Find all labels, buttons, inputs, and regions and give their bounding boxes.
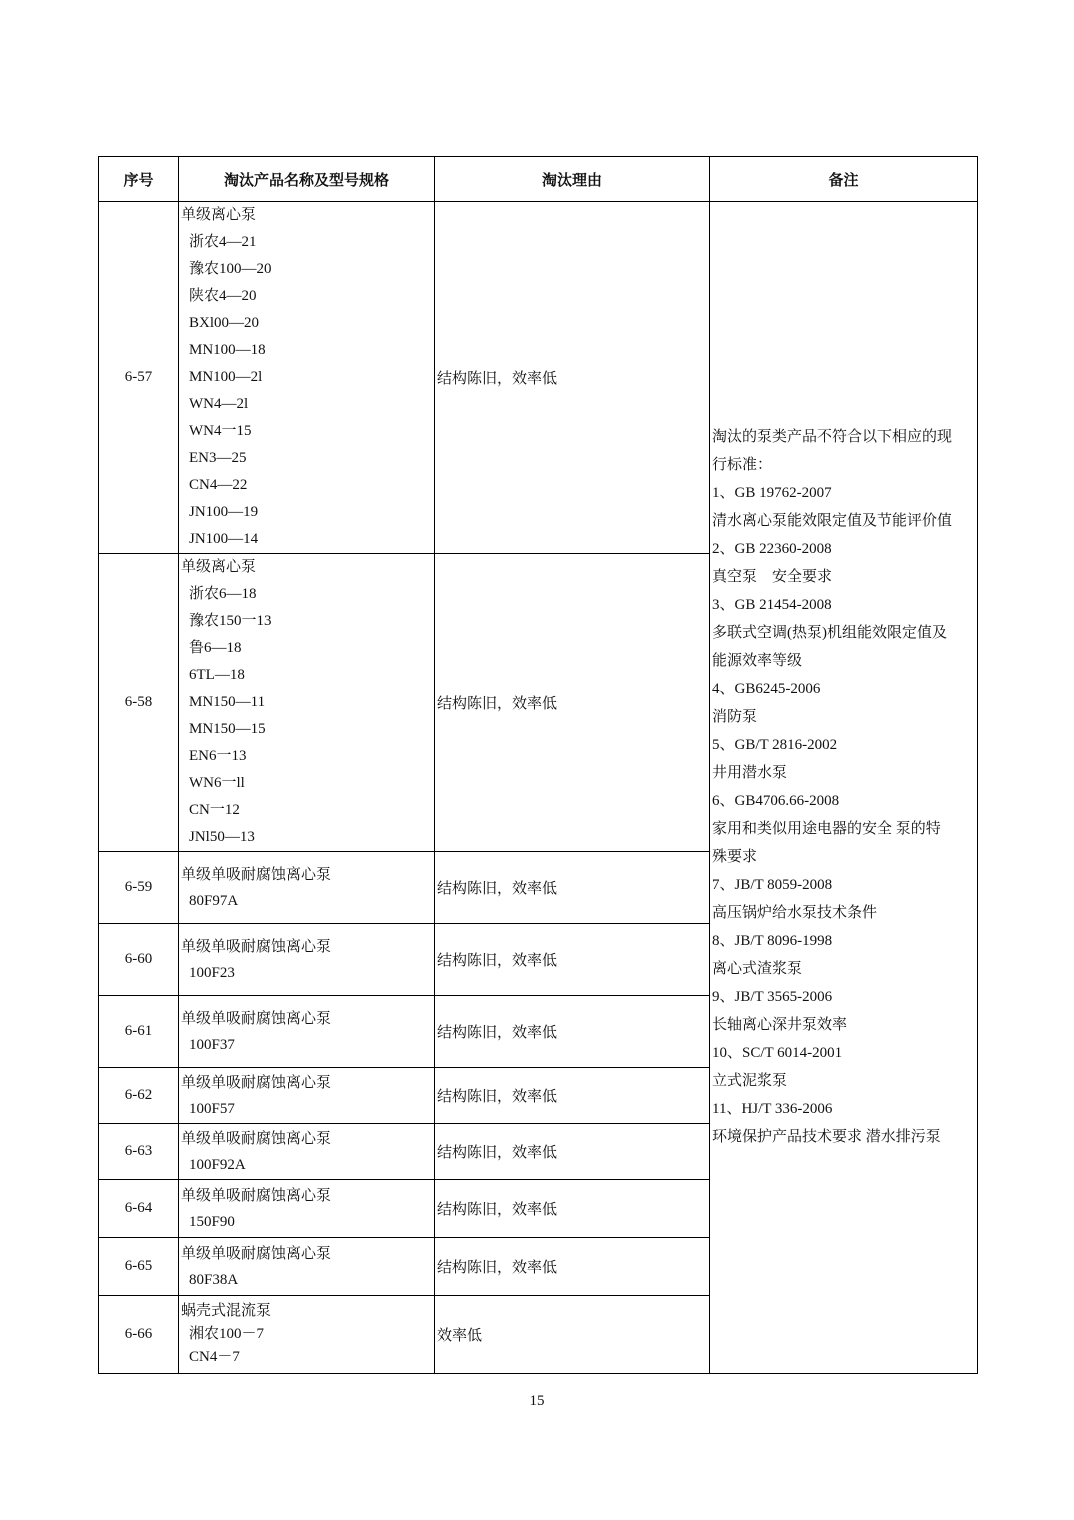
elimination-table xyxy=(98,156,978,1374)
remark-line: 环境保护产品技术要求 潜水排污泵 xyxy=(712,1128,941,1145)
model-spec: CN4－7 xyxy=(189,1349,240,1365)
model-spec: 湘农100－7 xyxy=(189,1326,265,1342)
product-name-cell xyxy=(179,202,435,554)
product-name-cell xyxy=(179,924,435,996)
elimination-reason: 结构陈旧，效率低 xyxy=(435,1068,710,1124)
remark-line: 2、GB 22360-2008 xyxy=(712,540,832,557)
model-spec: 浙农4—21 xyxy=(189,234,257,250)
header-no: 序号 xyxy=(99,157,179,202)
elimination-reason: 效率低 xyxy=(435,1296,710,1374)
product-name-cell xyxy=(179,1180,435,1238)
model-spec: MN150—11 xyxy=(189,694,266,710)
product-name: 单级单吸耐腐蚀离心泵 xyxy=(181,1130,332,1147)
row-number: 6-59 xyxy=(99,852,179,924)
model-spec: 6TL—18 xyxy=(189,667,245,683)
table-body xyxy=(99,202,978,1374)
remark-line: 家用和类似用途电器的安全 泵的特 xyxy=(712,820,941,837)
model-spec: 豫农150一13 xyxy=(189,613,272,629)
remark-line: 3、GB 21454-2008 xyxy=(712,596,832,613)
model-spec: EN6一13 xyxy=(189,748,247,764)
product-name: 单级单吸耐腐蚀离心泵 xyxy=(181,866,332,883)
product-name-cell xyxy=(179,1296,435,1374)
remark-line: 殊要求 xyxy=(712,848,758,865)
remark-line: 消防泵 xyxy=(712,708,758,725)
model-spec: CN一12 xyxy=(189,802,240,818)
product-name-cell xyxy=(179,1068,435,1124)
row-number: 6-64 xyxy=(99,1180,179,1238)
remark-line: 7、JB/T 8059-2008 xyxy=(712,876,833,893)
elimination-reason: 结构陈旧，效率低 xyxy=(435,554,710,852)
model-spec: WN6一ll xyxy=(189,775,245,791)
remark-line: 淘汰的泵类产品不符合以下相应的现 xyxy=(712,428,953,445)
row-number: 6-58 xyxy=(99,554,179,852)
product-name: 单级离心泵 xyxy=(181,207,257,223)
row-number: 6-66 xyxy=(99,1296,179,1374)
model-spec: 陕农4—20 xyxy=(189,288,257,304)
model-spec: JN100—19 xyxy=(189,504,259,520)
remark-line: 离心式渣浆泵 xyxy=(712,960,803,977)
page-number: 15 xyxy=(529,1393,545,1409)
model-spec: 80F38A xyxy=(189,1271,239,1288)
elimination-reason: 结构陈旧，效率低 xyxy=(435,1124,710,1180)
row-number: 6-63 xyxy=(99,1124,179,1180)
product-name: 单级单吸耐腐蚀离心泵 xyxy=(181,938,332,955)
product-name: 单级单吸耐腐蚀离心泵 xyxy=(181,1187,332,1204)
remark-line: 能源效率等级 xyxy=(712,652,803,669)
header-reason: 淘汰理由 xyxy=(435,157,710,202)
model-spec: BXl00—20 xyxy=(189,315,260,331)
model-spec: MN100—18 xyxy=(189,342,266,358)
elimination-reason: 结构陈旧，效率低 xyxy=(435,1238,710,1296)
table-row xyxy=(99,202,978,554)
product-name: 蜗壳式混流泵 xyxy=(181,1303,272,1319)
row-number: 6-61 xyxy=(99,996,179,1068)
model-spec: JNl50—13 xyxy=(189,829,255,845)
row-number: 6-60 xyxy=(99,924,179,996)
product-name: 单级离心泵 xyxy=(181,559,257,575)
model-spec: 100F92A xyxy=(189,1156,246,1173)
remarks-cell xyxy=(710,202,978,1374)
elimination-reason: 结构陈旧，效率低 xyxy=(435,852,710,924)
remark-line: 多联式空调(热泵)机组能效限定值及 xyxy=(712,624,947,641)
remark-line: 1、GB 19762-2007 xyxy=(712,484,832,501)
remark-line: 4、GB6245-2006 xyxy=(712,680,821,697)
elimination-reason: 结构陈旧，效率低 xyxy=(435,202,710,554)
header-name: 淘汰产品名称及型号规格 xyxy=(179,157,435,202)
product-name-cell xyxy=(179,996,435,1068)
remark-line: 清水离心泵能效限定值及节能评价值 xyxy=(712,512,953,529)
model-spec: MN150—15 xyxy=(189,721,266,737)
product-name: 单级单吸耐腐蚀离心泵 xyxy=(181,1074,332,1091)
header-note: 备注 xyxy=(710,157,978,202)
row-number: 6-65 xyxy=(99,1238,179,1296)
table-header-row xyxy=(99,157,978,202)
remark-line: 立式泥浆泵 xyxy=(712,1072,788,1089)
model-spec: 150F90 xyxy=(189,1213,235,1230)
row-number: 6-57 xyxy=(99,202,179,554)
model-spec: 80F97A xyxy=(189,892,239,909)
model-spec: CN4—22 xyxy=(189,477,248,493)
model-spec: JN100—14 xyxy=(189,531,259,547)
remark-line: 6、GB4706.66-2008 xyxy=(712,792,840,809)
elimination-reason: 结构陈旧，效率低 xyxy=(435,996,710,1068)
remark-line: 真空泵 安全要求 xyxy=(712,568,833,585)
row-number: 6-62 xyxy=(99,1068,179,1124)
model-spec: WN4—2l xyxy=(189,396,249,412)
product-name: 单级单吸耐腐蚀离心泵 xyxy=(181,1010,332,1027)
remark-line: 行标准： xyxy=(712,456,773,473)
model-spec: EN3—25 xyxy=(189,450,247,466)
product-name-cell xyxy=(179,852,435,924)
remark-line: 长轴离心深井泵效率 xyxy=(712,1016,848,1033)
product-name: 单级单吸耐腐蚀离心泵 xyxy=(181,1245,332,1262)
remark-line: 10、SC/T 6014-2001 xyxy=(712,1044,843,1061)
remark-line: 8、JB/T 8096-1998 xyxy=(712,932,833,949)
model-spec: 鲁6—18 xyxy=(189,640,242,656)
product-name-cell xyxy=(179,1124,435,1180)
model-spec: 100F37 xyxy=(189,1036,235,1053)
model-spec: WN4一15 xyxy=(189,423,252,439)
model-spec: MN100—2l xyxy=(189,369,263,385)
model-spec: 浙农6—18 xyxy=(189,586,257,602)
elimination-reason: 结构陈旧，效率低 xyxy=(435,924,710,996)
model-spec: 豫农100—20 xyxy=(189,261,272,277)
remark-line: 井用潜水泵 xyxy=(712,764,788,781)
remark-line: 11、HJ/T 336-2006 xyxy=(712,1100,833,1117)
remark-line: 9、JB/T 3565-2006 xyxy=(712,988,833,1005)
elimination-reason: 结构陈旧，效率低 xyxy=(435,1180,710,1238)
remark-line: 高压锅炉给水泵技术条件 xyxy=(712,904,878,921)
model-spec: 100F57 xyxy=(189,1100,235,1117)
model-spec: 100F23 xyxy=(189,964,235,981)
product-name-cell xyxy=(179,554,435,852)
remark-line: 5、GB/T 2816-2002 xyxy=(712,736,838,753)
product-name-cell xyxy=(179,1238,435,1296)
